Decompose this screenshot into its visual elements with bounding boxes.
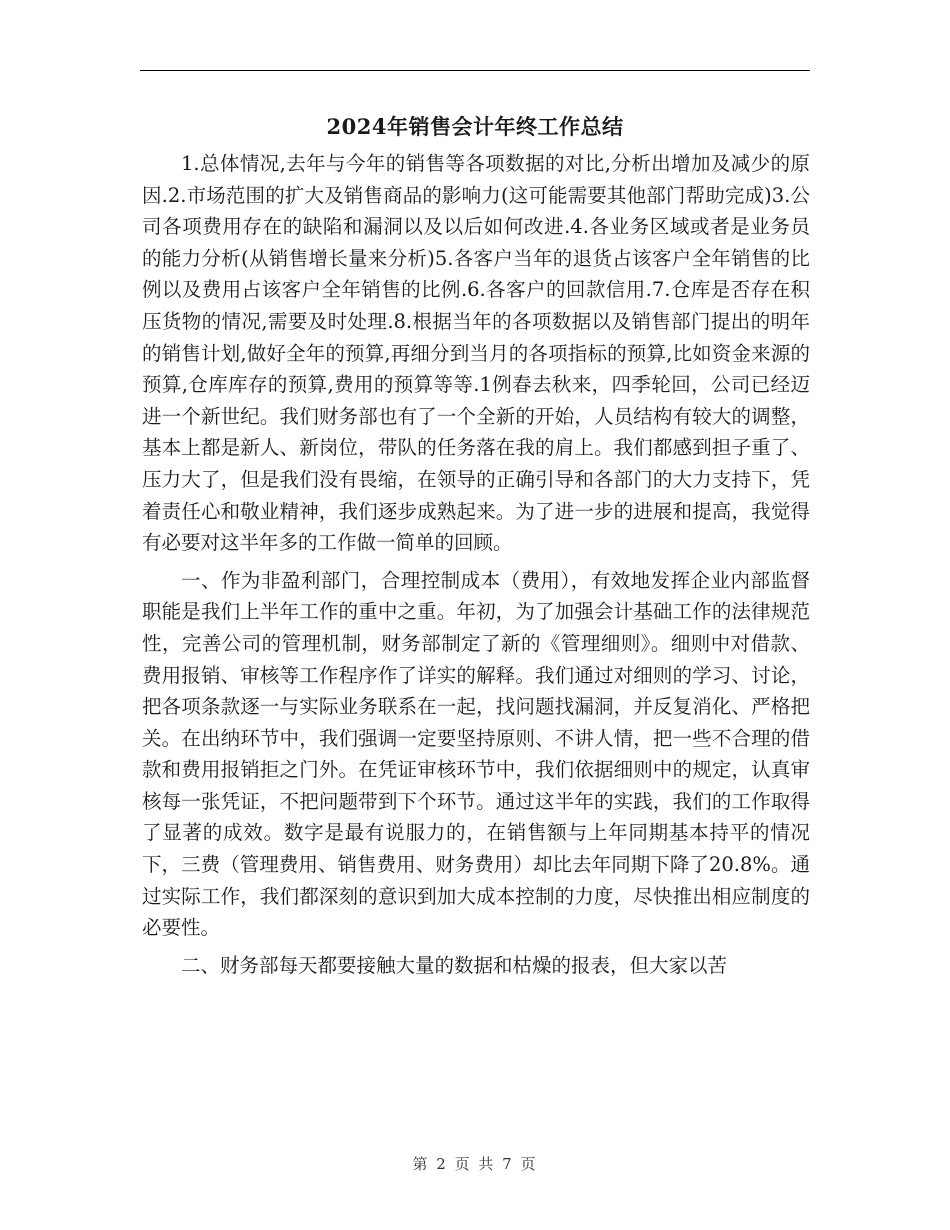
document-body — [142, 148, 810, 981]
body-paragraph-3: 二、财务部每天都要接触大量的数据和枯燥的报表，但大家以苦 — [181, 953, 728, 977]
body-paragraph-2: 一、作为非盈利部门，合理控制成本（费用），有效地发挥企业内部监督职能是我们上半年工作的重中之重。年初，为了加强会计基础工作的法律规范性，完善公司的管理机制，财务部制定了新的《管理细则》。细则中对借款、费用报销、审核等工作程序作了详实的解释。我们通过对细则的学习、讨论，把各项条款逐一与实际业务联系在一起，找问题找漏洞，并反复消化、严格把关。在出纳环节中，我们强调一定要坚持原则、不讲人情，把一些不合理的借款和费用报销拒之门外。在凭证审核环节中，我们依据细则中的规定，认真审核每一张凭证，不把问题带到下个环节。通过这半年的实践，我们的工作取得了显著的成效。数字是最有说服力的，在销售额与上年同期基本持平的情况下，三费（管理费用、销售费用、财务费用）却比去年同期下降了20.8%。通过实际工作，我们都深刻的意识到加大成本控制的力度，尽快推出相应制度的必要性。 — [142, 568, 810, 940]
body-paragraph-1: 1.总体情况,去年与今年的销售等各项数据的对比,分析出增加及减少的原因.2.市场范围的扩大及销售商品的影响力(这可能需要其他部门帮助完成)3.公司各项费用存在的缺陷和漏洞以及以后如何改进.4.各业务区域或者是业务员的能力分析(从销售增长量来分析)5.各客户当年的退货占该客户全年销售的比例以及费用占该客户全年销售的比例.6.各客户的回款信用.7.仓库是否存在积压货物的情况,需要及时处理.8.根据当年的各项数据以及销售部门提出的明年的销售计划,做好全年的预算,再细分到当月的各项指标的预算,比如资金来源的预算,仓库库存的预算,费用的预算等等.1例春去秋来，四季轮回，公司已经迈进一个新世纪。我们财务部也有了一个全新的开始，人员结构有较大的调整，基本上都是新人、新岗位，带队的任务落在我的肩上。我们都感到担子重了、压力大了，但是我们没有畏缩，在领导的正确引导和各部门的大力支持下，凭着责任心和敬业精神，我们逐步成熟起来。为了进一步的进展和提高，我觉得有必要对这半年多的工作做一简单的回顾。 — [142, 152, 810, 555]
header-rule — [140, 70, 810, 71]
page-number-footer: 第 2 页 共 7 页 — [412, 1155, 538, 1173]
document-title: 2024年销售会计年终工作总结 — [326, 114, 624, 139]
